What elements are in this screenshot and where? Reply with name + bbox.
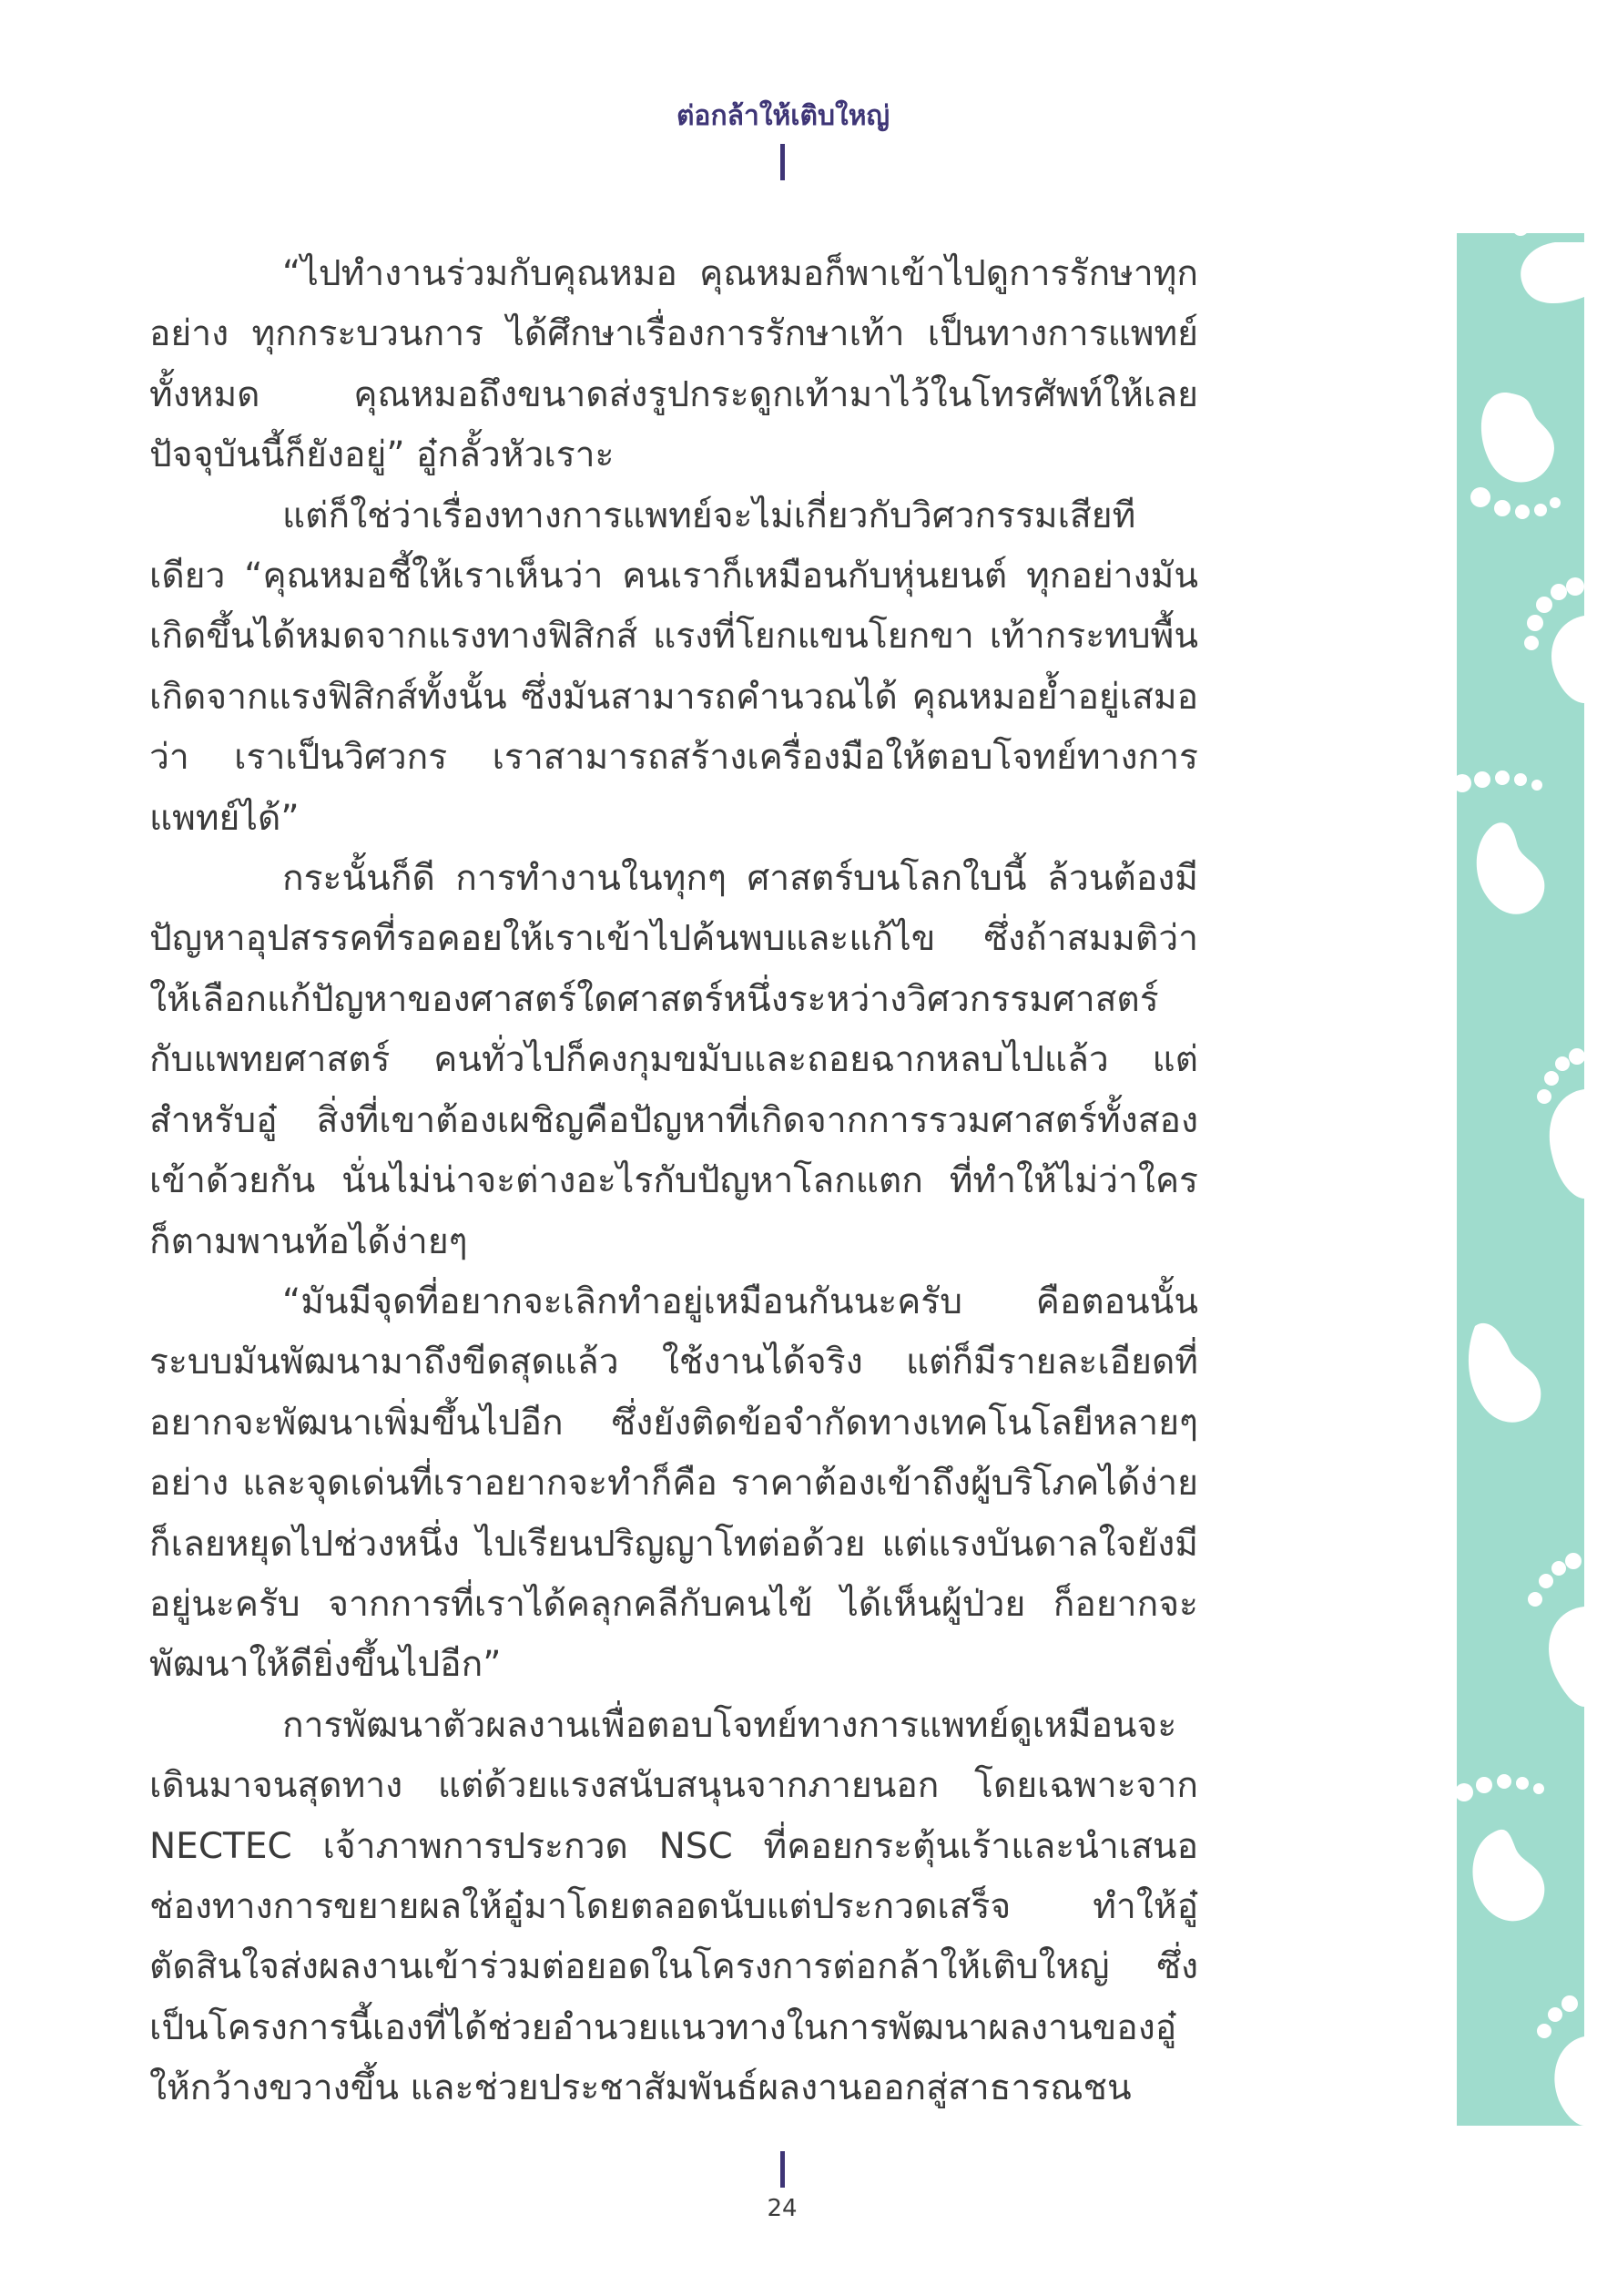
footprint-icon bbox=[1457, 770, 1544, 914]
footprint-icon bbox=[1457, 1774, 1544, 1921]
article-body bbox=[149, 244, 1198, 2119]
body-paragraph: การพัฒนาตัวผลงานเพื่อตอบโจทย์ทางการแพทย์ดูเหมือนจะเดินมาจนสุดทาง แต่ด้วยแรงสนับสนุนจากภายนอก โดยเฉพาะจาก NECTEC เจ้าภาพการประกวด NSC ที่คอยกระตุ้นเร้าและนำเสนอช่องทางการขยายผลให้อู๋มาโดยตลอดนับแต่ประกวดเสร็จ ทำให้อู๋ตัดสินใจส่งผลงานเข้าร่วมต่อยอดในโครงการต่อกล้าให้เติบใหญ่ ซึ่งเป็นโครงการนี้เองที่ได้ช่วยอำนวยแนวทางในการพัฒนาผลงานของอู๋ให้กว้างขวางขึ้น และช่วยประชาสัมพันธ์ผลงานออกสู่สาธารณชน bbox=[149, 1704, 1198, 2109]
page-number: 24 bbox=[767, 2195, 798, 2222]
footprint-icon bbox=[1537, 1048, 1584, 1199]
body-paragraph: “มันมีจุดที่อยากจะเลิกทำอยู่เหมือนกันนะครับ คือตอนนั้นระบบมันพัฒนามาถึงขีดสุดแล้ว ใช้งานได้จริง แต่ก็มีรายละเอียดที่อยากจะพัฒนาเพิ่มขึ้นไปอีก ซึ่งยังติดข้อจำกัดทางเทคโนโลยีหลายๆ อย่าง และจุดเด่นที่เราอยากจะทำก็คือ ราคาต้องเข้าถึงผู้บริโภคได้ง่าย ก็เลยหยุดไปช่วงหนึ่ง ไปเรียนปริญญาโทต่อด้วย แต่แรงบันดาลใจยังมีอยู่นะครับ จากการที่เราได้คลุกคลีกับคนไข้ ได้เห็นผู้ป่วย ก็อยากจะพัฒนาให้ดียิ่งขึ้นไปอีก” bbox=[149, 1281, 1198, 1686]
footprint-icon bbox=[1469, 1323, 1541, 1423]
running-header-title: ต่อกล้าให้เติบใหญ่ bbox=[676, 100, 890, 132]
footprint-icon bbox=[1528, 1553, 1584, 1707]
body-paragraph: “ไปทำงานร่วมกับคุณหมอ คุณหมอก็พาเข้าไปดูการรักษาทุกอย่าง ทุกกระบวนการ ได้ศึกษาเรื่องการรักษาเท้า เป็นทางการแพทย์ทั้งหมด คุณหมอถึงขนาดส่งรูปกระดูกเท้ามาไว้ในโทรศัพท์ให้เลย ปัจจุบันนี้ก็ยังอยู่” อู๋กลั้วหัวเราะ bbox=[149, 253, 1198, 476]
header-divider bbox=[780, 144, 785, 180]
footprint-icon bbox=[1470, 393, 1561, 519]
footprint-icon bbox=[1524, 577, 1584, 703]
footprint-icon bbox=[1537, 1995, 1584, 2126]
body-paragraph: กระนั้นก็ดี การทำงานในทุกๆ ศาสตร์บนโลกใบนี้ ล้วนต้องมีปัญหาอุปสรรคที่รอคอยให้เราเข้าไปค้นพบและแก้ไข ซึ่งถ้าสมมติว่าให้เลือกแก้ปัญหาของศาสตร์ใดศาสตร์หนึ่งระหว่างวิศวกรรมศาสตร์กับแพทยศาสตร์ คนทั่วไปก็คงกุมขมับและถอยฉากหลบไปแล้ว แต่สำหรับอู๋ สิ่งที่เขาต้องเผชิญคือปัญหาที่เกิดจากการรวมศาสตร์ทั้งสองเข้าด้วยกัน นั่นไม่น่าจะต่างอะไรกับปัญหาโลกแตก ที่ทำให้ไม่ว่าใครก็ตามพานท้อได้ง่ายๆ bbox=[149, 858, 1198, 1262]
body-paragraph: แต่ก็ใช่ว่าเรื่องทางการแพทย์จะไม่เกี่ยวกับวิศวกรรมเสียทีเดียว “คุณหมอชี้ให้เราเห็นว่า คนเราก็เหมือนกับหุ่นยนต์ ทุกอย่างมันเกิดขึ้นได้หมดจากแรงทางฟิสิกส์ แรงที่โยกแขนโยกขา เท้ากระทบพื้น เกิดจากแรงฟิสิกส์ทั้งนั้น ซึ่งมันสามารถคำนวณได้ คุณหมอย้ำอยู่เสมอว่า เราเป็นวิศวกร เราสามารถสร้างเครื่องมือให้ตอบโจทย์ทางการแพทย์ได้” bbox=[149, 495, 1198, 839]
footer-divider bbox=[780, 2151, 785, 2188]
footprint-icon bbox=[1512, 233, 1584, 303]
footprint-pattern bbox=[1457, 233, 1584, 2126]
decorative-side-strip bbox=[1457, 233, 1584, 2126]
